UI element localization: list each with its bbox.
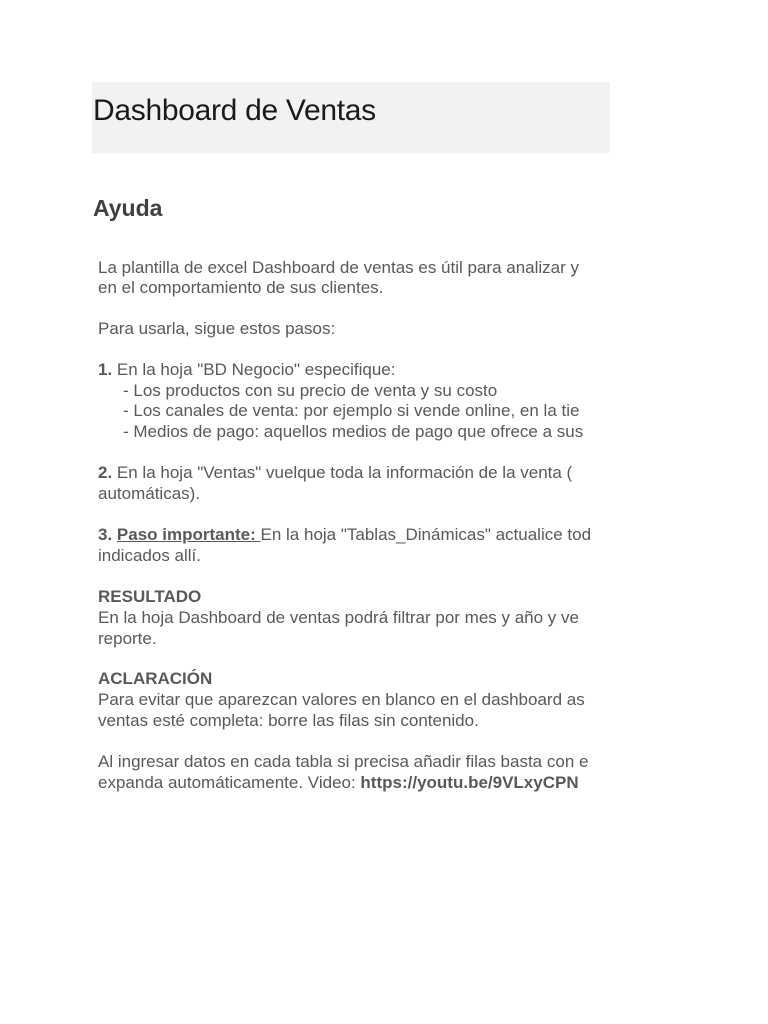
step-3-number: 3. [98,525,113,544]
clarification-heading: ACLARACIÓN [98,669,213,688]
step-2-line-2: automáticas). [98,484,201,503]
step-2-number: 2. [98,463,113,482]
result-heading: RESULTADO [98,587,202,606]
help-heading: Ayuda [93,195,163,221]
intro-line-1: La plantilla de excel Dashboard de ventas es útil para analizar y [98,258,580,277]
steps-intro: Para usarla, sigue estos pasos: [98,319,336,338]
step-3-line-2: indicados allí. [98,546,202,565]
footer-line-1: Al ingresar datos en cada tabla si precisa añadir filas basta con e [98,752,589,771]
step-3 [98,525,591,545]
result-line-2: reporte. [98,629,157,648]
step-2-text: En la hoja "Ventas" vuelque toda la información de la venta ( [112,463,573,482]
step-1-bullet-channels: - Los canales de venta: por ejemplo si vende online, en la tie [123,401,580,420]
page-title: Dashboard de Ventas [93,94,376,127]
video-link[interactable]: https://youtu.be/9VLxyCPN [360,773,579,792]
step-3-emphasis: Paso importante: [116,525,261,544]
footer-line-2 [98,773,579,793]
step-1-number: 1. [98,360,113,379]
step-1-bullet-products: - Los productos con su precio de venta y su costo [123,381,498,400]
result-line-1: En la hoja Dashboard de ventas podrá filtrar por mes y año y ve [98,608,579,627]
clarification-line-1: Para evitar que aparezcan valores en blanco en el dashboard as [98,690,585,709]
step-2 [98,463,572,483]
step-1 [98,360,395,380]
footer-video-label: expanda automáticamente. Video: [98,773,361,792]
intro-line-2: en el comportamiento de sus clientes. [98,278,384,297]
clarification-line-2: ventas esté completa: borre las filas sin contenido. [98,711,479,730]
step-1-bullet-payment: - Medios de pago: aquellos medios de pago que ofrece a sus [123,422,584,441]
step-1-text: En la hoja "BD Negocio" especifique: [112,360,396,379]
step-3-text: En la hoja "Tablas_Dinámicas" actualice tod [260,525,592,544]
